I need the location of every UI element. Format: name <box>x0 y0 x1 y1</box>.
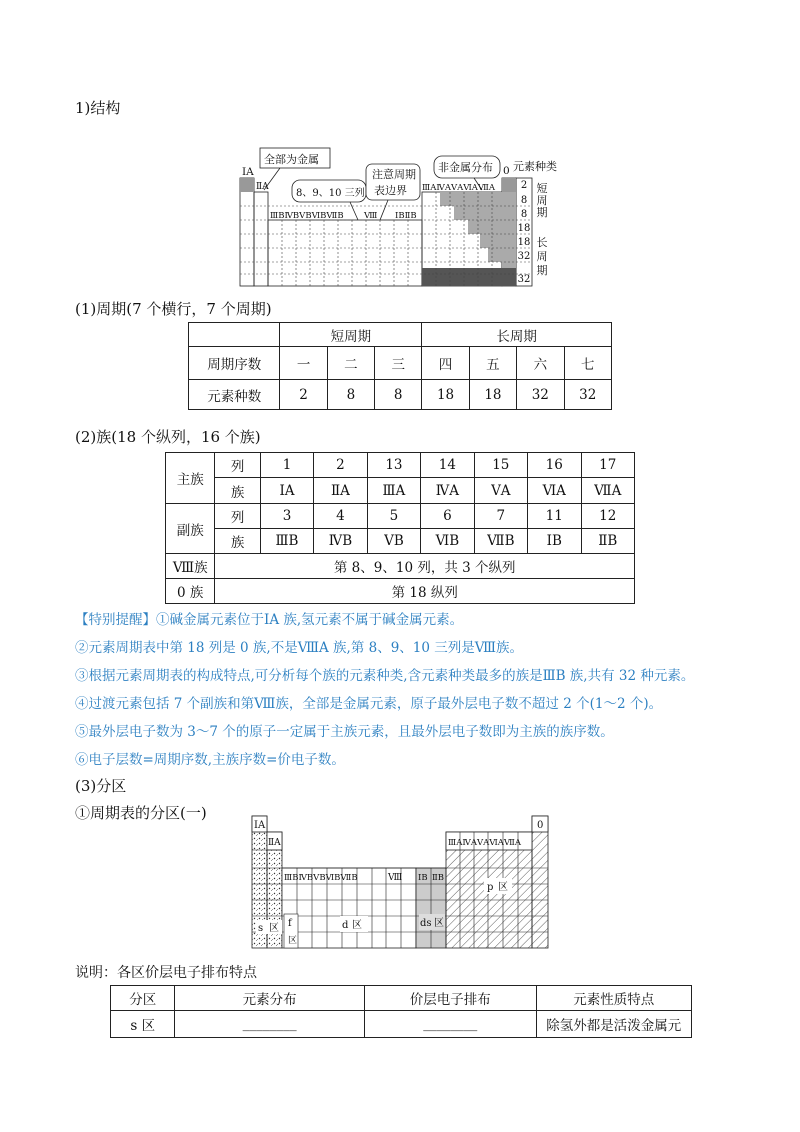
diagram1-b-groups2: ⅠBⅡB <box>395 211 417 221</box>
zone-f-qu: 区 <box>288 936 298 946</box>
zone-table-blank: ________ <box>175 1011 364 1038</box>
period-cell: 8 <box>327 380 374 410</box>
zone-table-cell: 除氢外都是活泼金属元 <box>536 1011 691 1038</box>
zone-bgroups: ⅢBⅣBⅤBⅥBⅦB <box>284 873 358 883</box>
count-5: 18 <box>517 237 531 248</box>
count-7: 32 <box>517 274 531 285</box>
group-cell: ⅤB <box>367 529 420 554</box>
group-cell: ⅣA <box>421 478 474 504</box>
period-row2-label: 元素种数 <box>189 380 280 410</box>
group-cell: ⅦA <box>581 478 635 504</box>
period-cell: 8 <box>375 380 422 410</box>
zone-s-qu: 区 <box>269 923 279 934</box>
group-cell: 2 <box>314 453 367 478</box>
zone-g1a: ⅠA <box>254 820 266 831</box>
zone-p: p <box>487 882 494 893</box>
col-label: 列 <box>215 504 260 529</box>
zone-table <box>110 985 692 1038</box>
zone-d: d <box>342 920 349 931</box>
period-cell: 二 <box>327 347 374 380</box>
sub-group-label: 副族 <box>166 504 215 554</box>
count-1: 2 <box>520 180 528 191</box>
zone-subheading: ①周期表的分区(一) <box>75 804 207 822</box>
group-cell: 6 <box>421 504 474 529</box>
note-4: ④过渡元素包括 7 个副族和第Ⅷ族，全部是金属元素，原子最外层电子数不超过 2 个(1～2 个)。 <box>75 696 663 712</box>
group-cell: ⅢA <box>367 478 420 504</box>
group-cell: 4 <box>314 504 367 529</box>
group-cell: ⅣB <box>314 529 367 554</box>
period-cell: 一 <box>280 347 327 380</box>
grp-label: 族 <box>215 529 260 554</box>
zone-g8: Ⅷ <box>388 873 403 883</box>
diagram1-callout-border-l2: 表边界 <box>374 184 407 197</box>
long-label-2: 周 <box>536 250 548 263</box>
zone-g2a: ⅡA <box>268 838 281 848</box>
period-cell: 18 <box>422 380 469 410</box>
zone-d-qu: 区 <box>352 920 362 931</box>
group-cell: 16 <box>528 453 581 478</box>
group-cell: 3 <box>260 504 313 529</box>
note-1-text: ①碱金属元素位于ⅠA 族,氢元素不属于碱金属元素。 <box>156 612 464 628</box>
col-label: 列 <box>215 453 260 478</box>
note-5: ⑤最外层电子数为 3～7 个的原子一定属于主族元素，且最外层电子数即为主族的族序数。 <box>75 724 614 740</box>
periodic-structure-diagram <box>230 140 570 290</box>
zone-diagram <box>248 812 554 952</box>
count-3: 8 <box>520 209 528 220</box>
zone-f: f <box>288 918 292 929</box>
group-cell: ⅡA <box>314 478 367 504</box>
long-label-3: 期 <box>536 264 548 277</box>
note-2: ②元素周期表中第 18 列是 0 族,不是ⅧA 族,第 8、9、10 三列是Ⅷ族。 <box>75 640 524 656</box>
long-label-1: 长 <box>536 236 548 249</box>
diagram1-element-types: 元素种类 <box>513 160 557 173</box>
explain-text: 说明：各区价层电子排布特点 <box>75 965 257 981</box>
period-cell: 七 <box>564 347 611 380</box>
count-4: 18 <box>517 223 531 234</box>
group-cell: 7 <box>474 504 527 529</box>
zone-table-header: 价层电子排布 <box>364 986 536 1011</box>
diagram1-callout-nonmetal: 非金属分布 <box>438 161 493 174</box>
zone-agroups: ⅢAⅣAⅤAⅥAⅦA <box>448 838 522 848</box>
zone-ds-qu: 区 <box>434 918 444 929</box>
zone-g2b: ⅡB <box>432 873 445 883</box>
group-table <box>165 452 635 604</box>
period-cell: 三 <box>375 347 422 380</box>
group-cell: 13 <box>367 453 420 478</box>
period-cell: 32 <box>517 380 564 410</box>
zone-table-header: 分区 <box>111 986 175 1011</box>
period-cell: 六 <box>517 347 564 380</box>
diagram1-callout-border-l1: 注意周期 <box>372 168 416 181</box>
grp-label: 族 <box>215 478 260 504</box>
zero-label: 0 族 <box>166 579 215 604</box>
group-cell: ⅦB <box>474 529 527 554</box>
period-cell: 五 <box>469 347 516 380</box>
diagram1-callout-metal: 全部为金属 <box>264 153 319 166</box>
group-cell: 5 <box>367 504 420 529</box>
group-cell: ⅠB <box>528 529 581 554</box>
period-table <box>188 322 612 410</box>
zone-ds: ds <box>420 918 432 929</box>
group-cell: ⅠA <box>260 478 313 504</box>
period-cell: 18 <box>469 380 516 410</box>
viii-label: Ⅷ族 <box>166 554 215 579</box>
period-cell: 四 <box>422 347 469 380</box>
note-3: ③根据元素周期表的构成特点,可分析每个族的元素种类,含元素种类最多的族是ⅢB 族,共有 32 种元素。 <box>75 668 695 684</box>
count-6: 32 <box>517 251 531 262</box>
zone-heading: (3)分区 <box>75 777 127 795</box>
group-cell: 17 <box>581 453 635 478</box>
zero-text: 第 18 纵列 <box>215 579 635 604</box>
group-cell: ⅥA <box>528 478 581 504</box>
diagram1-callout-columns: 8、9、10 三列 <box>296 188 365 199</box>
zone-g1b: ⅠB <box>418 873 428 883</box>
group-cell: 12 <box>581 504 635 529</box>
group-cell: 1 <box>260 453 313 478</box>
diagram1-zero: 0 <box>503 165 510 177</box>
section-title: 1)结构 <box>75 99 121 117</box>
viii-text: 第 8、9、10 列，共 3 个纵列 <box>215 554 635 579</box>
short-label-2: 周 <box>536 194 548 207</box>
count-2: 8 <box>520 195 528 206</box>
short-label-3: 期 <box>536 206 548 219</box>
diagram1-group-1a: ⅠA <box>242 166 254 178</box>
group-cell: 15 <box>474 453 527 478</box>
diagram1-b-groups: ⅢBⅣBⅤBⅥBⅦB <box>270 211 344 221</box>
main-group-label: 主族 <box>166 453 215 504</box>
zone-table-cell: s 区 <box>111 1011 175 1038</box>
zone-zero: 0 <box>537 820 544 831</box>
zone-table-header: 元素分布 <box>175 986 364 1011</box>
group-cell: ⅡB <box>581 529 635 554</box>
diagram1-group-8: Ⅷ <box>364 211 378 221</box>
group-cell: ⅥB <box>421 529 474 554</box>
zone-p-qu: 区 <box>498 882 508 893</box>
period-cell: 32 <box>564 380 611 410</box>
period-row1-label: 周期序数 <box>189 347 280 380</box>
note-6: ⑥电子层数=周期序数,主族序数=价电子数。 <box>75 752 345 768</box>
period-cell: 2 <box>280 380 327 410</box>
short-label-1: 短 <box>536 182 548 195</box>
note-1 <box>75 608 463 628</box>
zone-table-blank: ________ <box>364 1011 536 1038</box>
period-long: 长周期 <box>422 323 612 347</box>
group-heading: (2)族(18 个纵列，16 个族) <box>75 428 261 446</box>
note-tag: 【特别提醒】 <box>75 612 156 628</box>
period-short: 短周期 <box>280 323 422 347</box>
period-heading: (1)周期(7 个横行，7 个周期) <box>75 300 272 318</box>
group-cell: ⅤA <box>474 478 527 504</box>
zone-table-header: 元素性质特点 <box>536 986 691 1011</box>
group-cell: ⅢB <box>260 529 313 554</box>
group-cell: 14 <box>421 453 474 478</box>
group-cell: 11 <box>528 504 581 529</box>
diagram1-a-groups: ⅢAⅣAⅤAⅥAⅦA <box>422 183 496 193</box>
zone-s: s <box>258 923 264 934</box>
diagram1-group-2a: ⅡA <box>256 182 269 192</box>
